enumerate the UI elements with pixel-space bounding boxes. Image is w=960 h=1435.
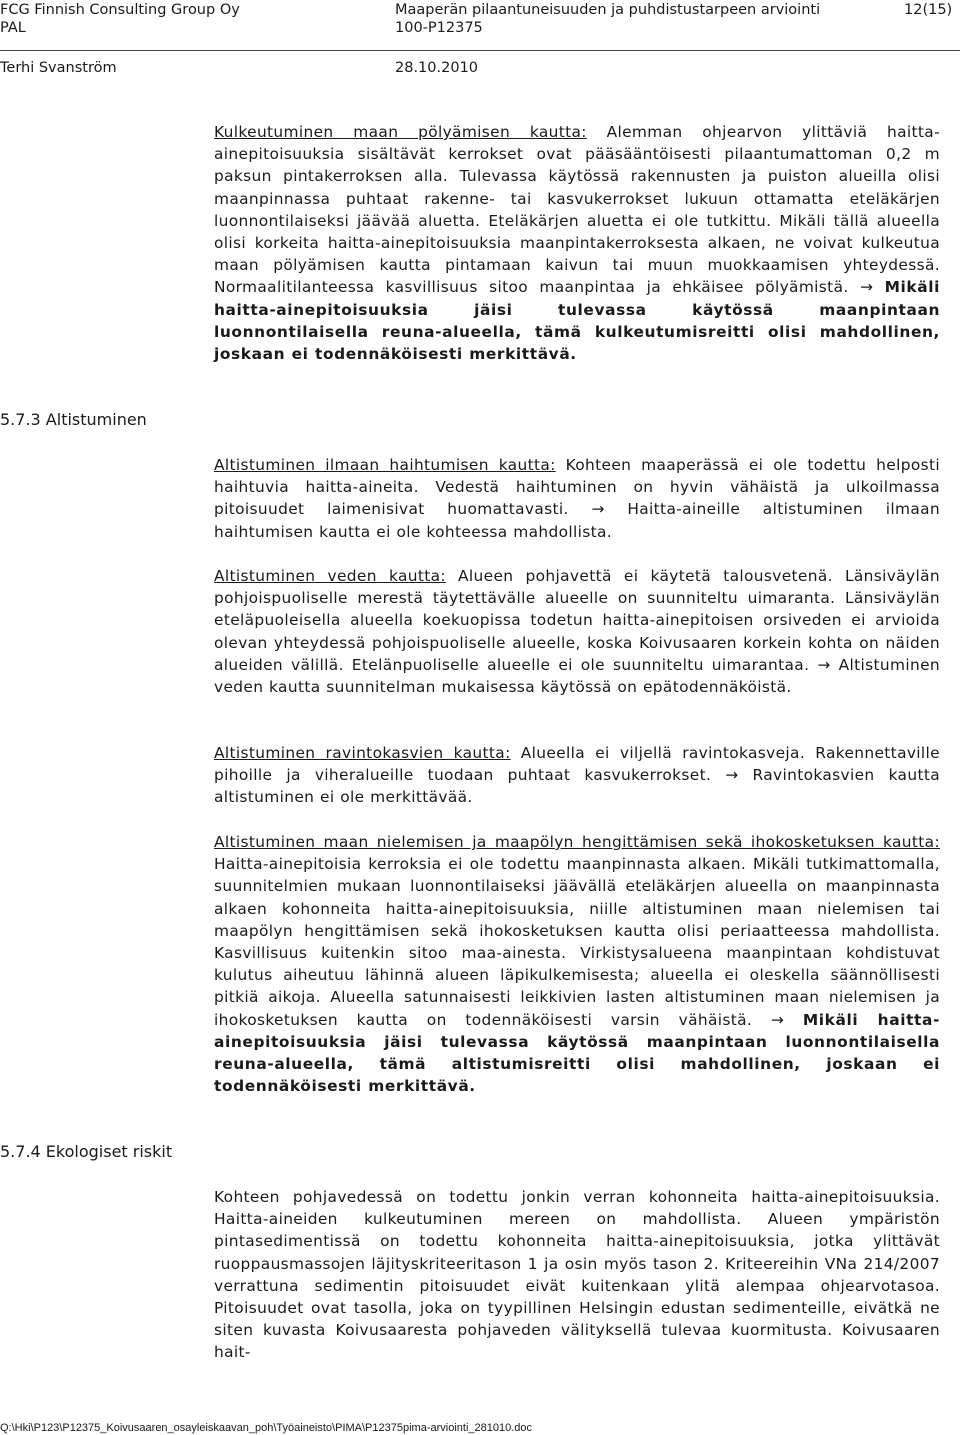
paragraph-text: Alueen pohjavettä ei käytetä talousvetenä. Länsiväylän pohjoispuoliselle merestä täytettävälle alueelle on suunniteltu uimaranta. Länsiväylän eteläpuoleisella alueella koekuopissa todetun haitta-ainepitoisen orsiveden ei arvioida olevan yhteydessä pohjoispuoliselle alueelle, koska Koivusaaren korkein kohta on näiden alueiden välillä. Etelänpuoliselle alueelle ei ole suunniteltu uimarantaa. [214, 567, 940, 674]
section-heading-altistuminen: 5.7.3 Altistuminen [0, 410, 147, 429]
paragraph-lead: Altistuminen ilmaan haihtumisen kautta: [214, 456, 556, 474]
paragraph-air-exposure [214, 454, 940, 543]
paragraph-lead: Altistuminen maan nielemisen ja maapölyn hengittämisen sekä ihokosketuksen kautta: [214, 833, 940, 851]
paragraph-text: Haitta-ainepitoisia kerroksia ei ole todettu maanpinnasta alkaen. Mikäli tutkimattomalla, suunnitelmien mukaan luonnontilaiseksi jäävällä eteläkärjen alueella on maanpinnasta alkaen kohonneita haitta-ainepitoisuuksia, niille altistuminen maan nielemisen tai maapölyn hengittämisen sekä ihokosketuksen kautta olisi periaatteessa mahdollista. Kasvillisuus kuitenkin sitoo maa-ainesta. Virkistysalueena maanpintaan kohdistuvat kulutus aiheutuu lähinnä alueen läpikulkemisesta; alueella ei oleskella säännöllisesti pitkiä aikoja. Alueella satunnaisesti leikkivien lasten altistuminen maan nielemisen ja ihokosketuksen kautta on todennäköisesti varsin vähäistä. [214, 855, 940, 1029]
paragraph-conclusion: Mikäli haitta-ainepitoisuuksia jäisi tulevassa käytössä maanpintaan luonnontilaisella reuna-alueella, tämä altistumisreitti olisi mahdollinen, joskaan ei todennäköisesti merkittävä. [214, 1010, 940, 1096]
paragraph-conclusion: Haitta-aineille altistuminen ilmaan haihtumisen kautta ei ole kohteessa mahdollista. [214, 500, 940, 541]
paragraph-text: Kohteen maaperässä ei ole todettu helposti haihtuvia haitta-aineita. Vedestä haihtuminen on hyvin vähäistä ja ulkoilmassa pitoisuudet laimenisivat huomattavasti. [214, 456, 940, 519]
header-divider [0, 50, 960, 51]
header-author: Terhi Svanström [0, 60, 117, 76]
paragraph-conclusion: Mikäli haitta-ainepitoisuuksia jäisi tulevassa käytössä maanpintaan luonnontilaisella reuna-alueella, tämä kulkeutumisreitti olisi mahdollinen, joskaan ei todennäköisesti merkittävä. [214, 278, 940, 364]
footer-file-path: Q:\Hki\P123\P12375_Koivusaaren_osayleiskaavan_poh\Työaineisto\PIMA\P12375pima-arviointi_281010.doc [0, 1422, 533, 1434]
paragraph-soil-ingestion-exposure [214, 831, 940, 1097]
paragraph-text: Alemman ohjearvon ylittäviä haitta-ainepitoisuuksia sisältävät kerrokset ovat pääsääntöisesti pilaantumattoman 0,2 m paksun pintakerroksen alla. Tulevassa käytössä rakennusten ja puiston alueilla olisi maanpinnassa puhtaat rakenne- tai kasvukerrokset lukuun ottamatta eteläkärjen luonnontilaiseksi jäävää aluetta. Eteläkärjen aluetta ei ole tutkittu. Mikäli tällä alueella olisi korkeita haitta-ainepitoisuuksia maanpintakerroksesta alkaen, ne voivat kulkeutua maan pölyämisen kautta pintamaan kaivun tai muun muokkaamisen yhteydessä. Normaalitilanteessa kasvillisuus sitoo maanpintaa ja ehkäisee pölyämistä. [214, 123, 940, 297]
header-title: Maaperän pilaantuneisuuden ja puhdistustarpeen arviointi [395, 2, 821, 18]
paragraph-lead: Altistuminen veden kautta: [214, 567, 446, 585]
paragraph-lead: Kulkeutuminen maan pölyämisen kautta: [214, 123, 587, 141]
arrow-icon: → [591, 500, 605, 519]
header-short: PAL [0, 20, 26, 36]
paragraph-text: Alueella ei viljellä ravintokasveja. Rakennettaville pihoille ja viheralueille tuodaan puhtaat kasvukerrokset. [214, 744, 940, 785]
paragraph-conclusion: Altistuminen veden kautta suunnitelman mukaisessa käytössä on epätodennäköistä. [214, 655, 940, 697]
paragraph-food-plant-exposure [214, 742, 940, 809]
arrow-icon: → [770, 1010, 785, 1029]
arrow-icon: → [817, 655, 831, 674]
paragraph-lead: Altistuminen ravintokasvien kautta: [214, 744, 511, 762]
header-date: 28.10.2010 [395, 60, 479, 76]
section-heading-ekologiset-riskit: 5.7.4 Ekologiset riskit [0, 1142, 173, 1161]
arrow-icon: → [859, 278, 874, 297]
paragraph-conclusion: Ravintokasvien kautta altistuminen ei ole merkittävää. [214, 766, 940, 807]
header-page-number: 12(15) [904, 2, 953, 18]
header-project: 100-P12375 [395, 20, 483, 36]
arrow-icon: → [725, 766, 739, 785]
paragraph-text: Kohteen pohjavedessä on todettu jonkin verran kohonneita haitta-ainepitoisuuksia. Haitta-aineiden kulkeutuminen mereen on mahdollista. Alueen ympäristön pintasedimentissä on todettu kohonneita haitta-ainepitoisuuksia, jotka ylittävät ruoppausmassojen läjityskriteeritason 1 ja osin myös tason 2. Kriteereihin VNa 214/2007 verrattuna sedimentin pitoisuudet eivät kuitenkaan ylitä alempaa ohjearvotasoa. Pitoisuudet ovat tasolla, joka on tyypillinen Helsingin edustan sedimenteille, eivätkä ne siten kuvasta Koivusaaresta pohjaveden välityksellä tulevaa kuormitusta. Koivusaaren hait- [214, 1188, 940, 1362]
paragraph-dust-transport [214, 121, 940, 365]
paragraph-ecological-risks [214, 1186, 940, 1364]
paragraph-water-exposure [214, 565, 940, 698]
header-company: FCG Finnish Consulting Group Oy [0, 2, 240, 18]
